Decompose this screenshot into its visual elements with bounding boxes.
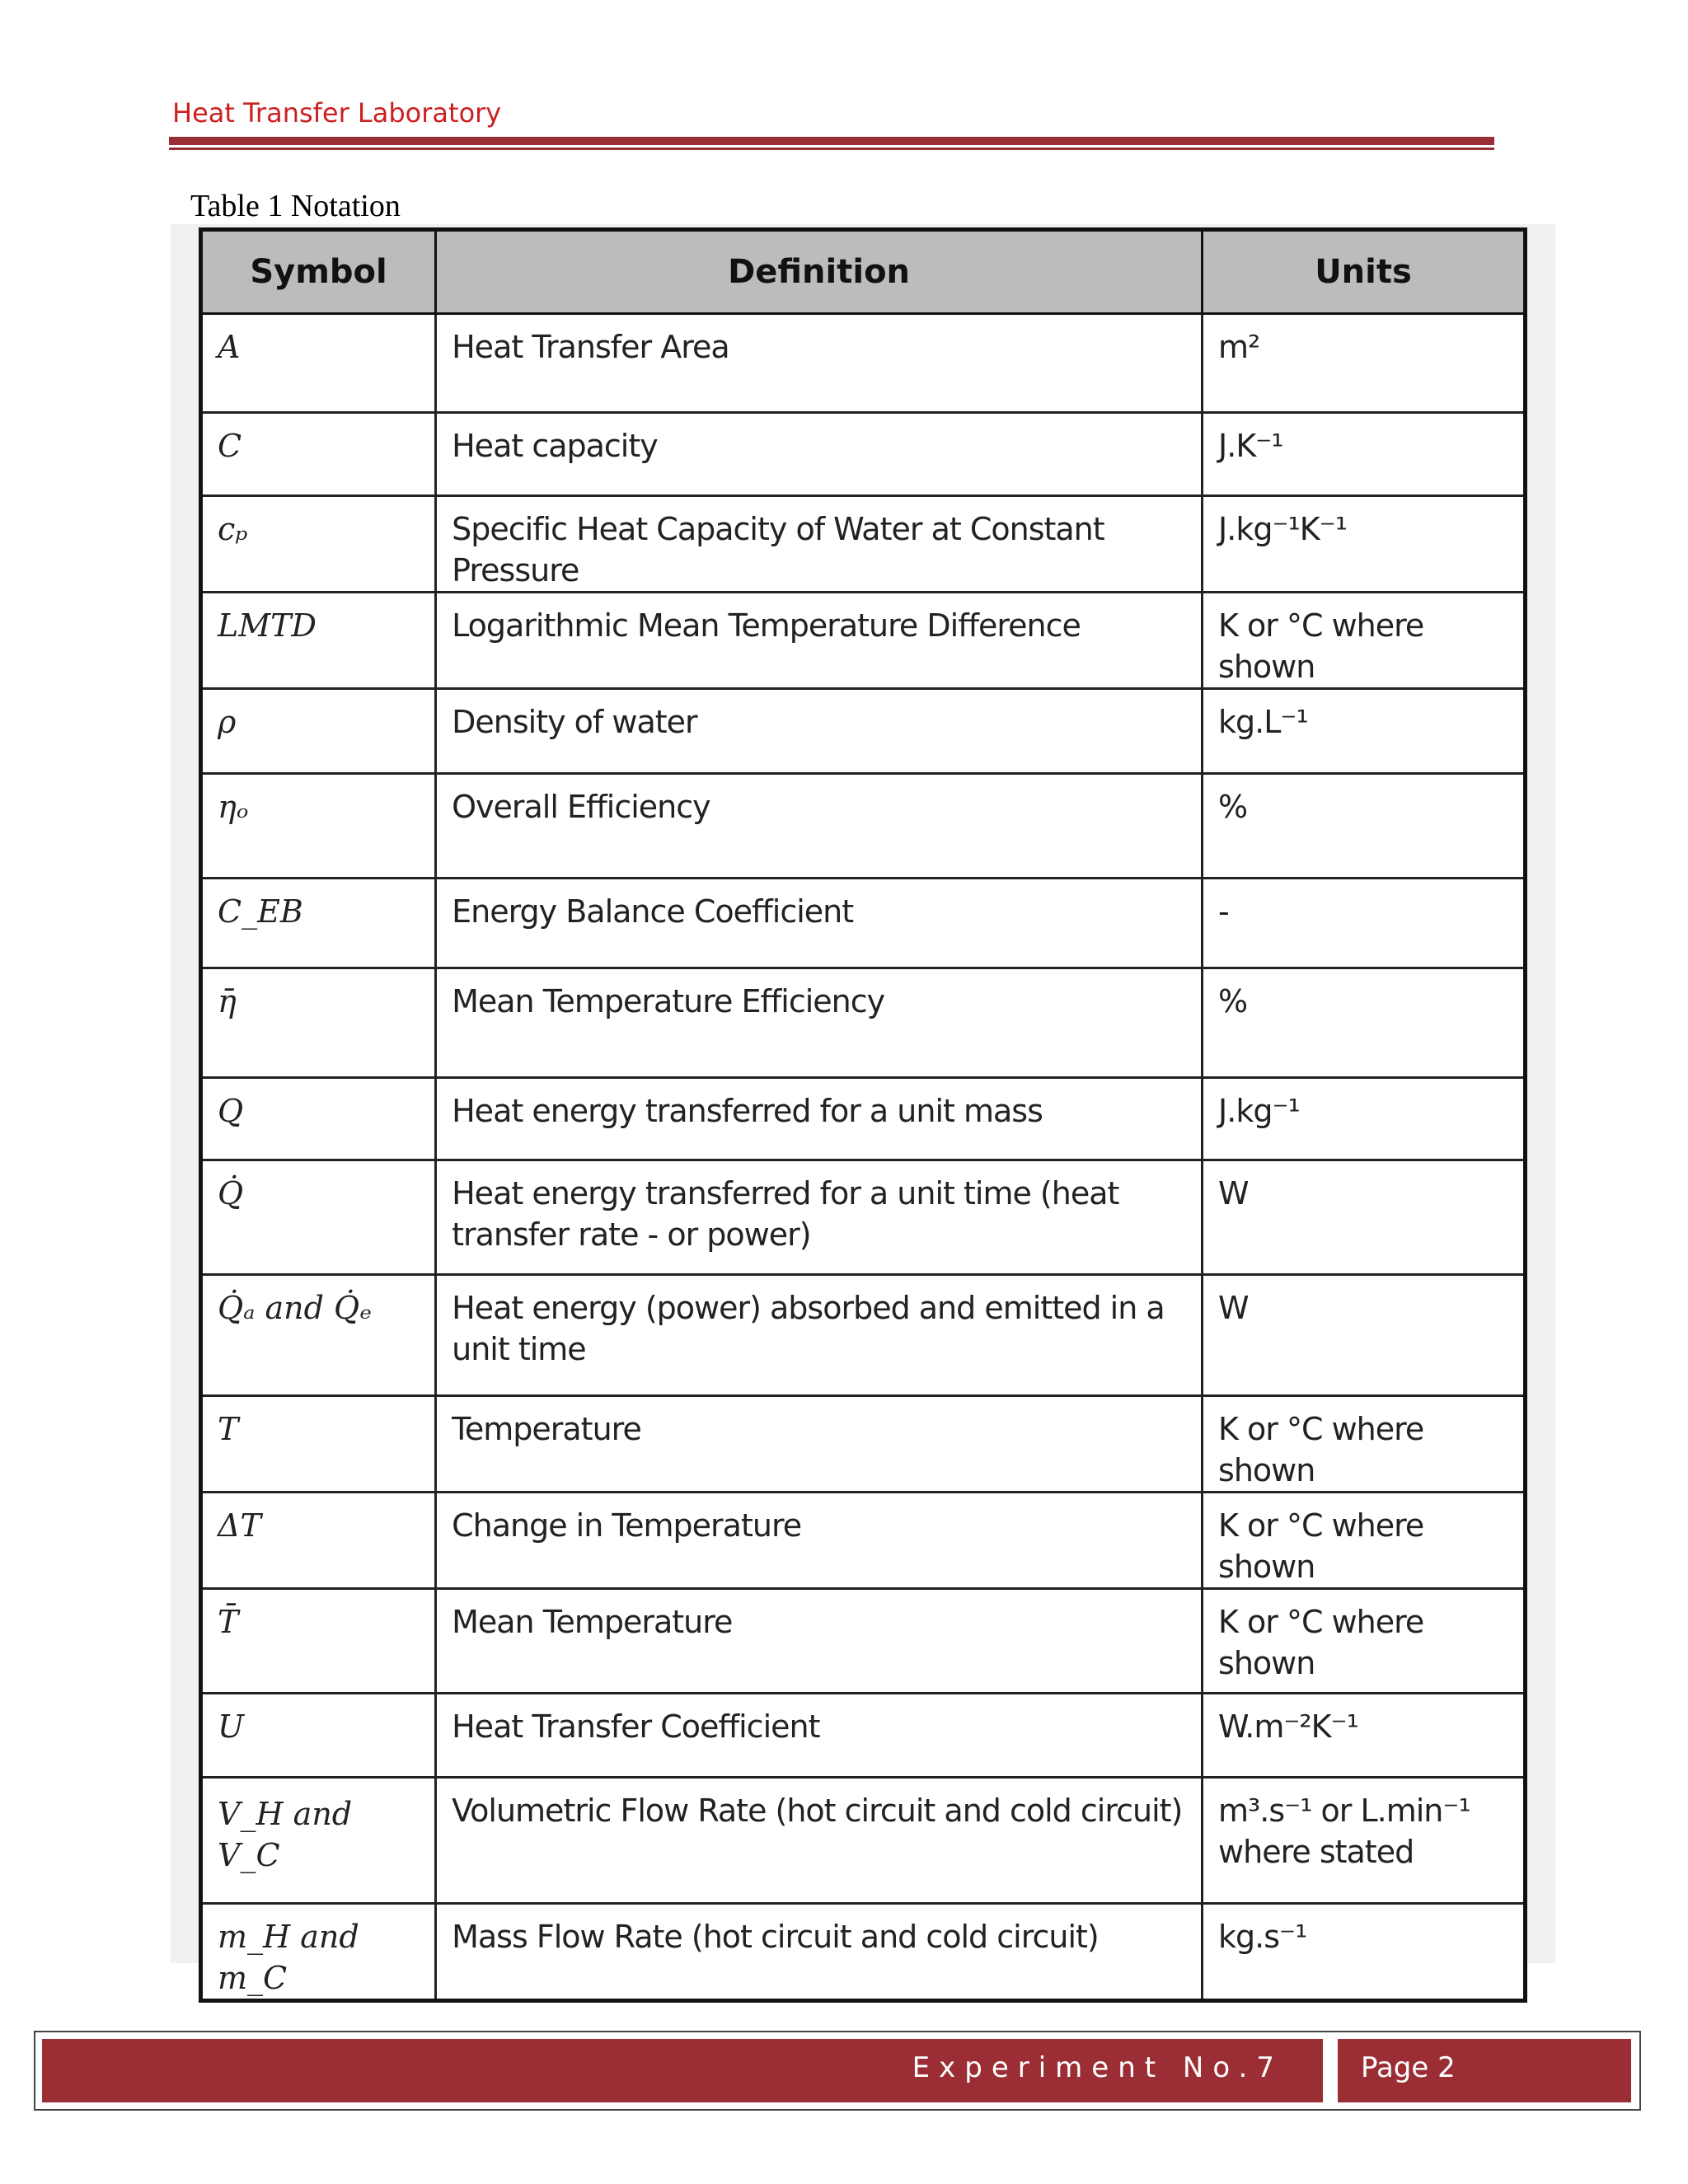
header-title: Heat Transfer Laboratory (172, 97, 502, 129)
definition-cell: Heat energy (power) absorbed and emitted in a unit time (436, 1275, 1203, 1396)
table-row (201, 593, 1526, 689)
symbol-cell: ρ (201, 689, 436, 774)
table-row (201, 1160, 1526, 1275)
unit-cell: m³.s⁻¹ or L.min⁻¹ where stated (1203, 1778, 1526, 1904)
footer-experiment-label: Experiment No.7 (912, 2051, 1283, 2084)
table-row (201, 1694, 1526, 1778)
table-caption: Table 1 Notation (190, 189, 401, 223)
column-header-symbol: Symbol (201, 230, 436, 314)
table-row (201, 413, 1526, 496)
footer-experiment-bar (42, 2039, 1323, 2102)
symbol-cell: η̄ (201, 968, 436, 1078)
table-header-row (201, 230, 1526, 314)
table-row (201, 314, 1526, 413)
symbol-cell: C (201, 413, 436, 496)
symbol-cell: Q (201, 1078, 436, 1160)
table-row (201, 968, 1526, 1078)
notation-table (199, 227, 1527, 2003)
symbol-cell: V_H and V_C (201, 1778, 436, 1904)
header-rule-thin (169, 148, 1494, 150)
definition-cell: Logarithmic Mean Temperature Difference (436, 593, 1203, 689)
symbol-cell: Q̇ (201, 1160, 436, 1275)
definition-cell: Heat capacity (436, 413, 1203, 496)
unit-cell: kg.L⁻¹ (1203, 689, 1526, 774)
definition-cell: Heat energy transferred for a unit time (heat transfer rate - or power) (436, 1160, 1203, 1275)
unit-cell: J.kg⁻¹ (1203, 1078, 1526, 1160)
header-rule (169, 137, 1494, 145)
table-row (201, 1078, 1526, 1160)
unit-cell: % (1203, 774, 1526, 879)
page-number: Page 2 (1361, 2051, 1456, 2084)
unit-cell: J.K⁻¹ (1203, 413, 1526, 496)
column-header-units: Units (1203, 230, 1526, 314)
unit-cell: J.kg⁻¹K⁻¹ (1203, 496, 1526, 593)
unit-cell: K or °C where shown (1203, 593, 1526, 689)
page-footer (34, 2031, 1641, 2111)
symbol-cell: T (201, 1396, 436, 1493)
definition-cell: Temperature (436, 1396, 1203, 1493)
table-figure (171, 224, 1555, 1996)
table-row (201, 1493, 1526, 1589)
unit-cell: kg.s⁻¹ (1203, 1904, 1526, 2001)
symbol-cell: LMTD (201, 593, 436, 689)
unit-cell: W (1203, 1275, 1526, 1396)
symbol-cell: cₚ (201, 496, 436, 593)
table-row (201, 496, 1526, 593)
symbol-cell: C_EB (201, 879, 436, 968)
table-row (201, 774, 1526, 879)
symbol-cell: A (201, 314, 436, 413)
symbol-cell: ΔT (201, 1493, 436, 1589)
definition-cell: Density of water (436, 689, 1203, 774)
definition-cell: Change in Temperature (436, 1493, 1203, 1589)
table-row (201, 1589, 1526, 1694)
table-row (201, 1396, 1526, 1493)
table-row (201, 689, 1526, 774)
definition-cell: Specific Heat Capacity of Water at Constant Pressure (436, 496, 1203, 593)
column-header-definition: Definition (436, 230, 1203, 314)
symbol-cell: Q̇ₐ and Q̇ₑ (201, 1275, 436, 1396)
definition-cell: Energy Balance Coefficient (436, 879, 1203, 968)
table-row (201, 1778, 1526, 1904)
symbol-cell: U (201, 1694, 436, 1778)
unit-cell: K or °C where shown (1203, 1493, 1526, 1589)
footer-page-box (1338, 2039, 1631, 2102)
table-row (201, 1904, 1526, 2001)
definition-cell: Mean Temperature (436, 1589, 1203, 1694)
table-row (201, 1275, 1526, 1396)
definition-cell: Heat energy transferred for a unit mass (436, 1078, 1203, 1160)
unit-cell: K or °C where shown (1203, 1589, 1526, 1694)
definition-cell: Mass Flow Rate (hot circuit and cold circuit) (436, 1904, 1203, 2001)
definition-cell: Overall Efficiency (436, 774, 1203, 879)
definition-cell: Heat Transfer Area (436, 314, 1203, 413)
unit-cell: W.m⁻²K⁻¹ (1203, 1694, 1526, 1778)
unit-cell: K or °C where shown (1203, 1396, 1526, 1493)
definition-cell: Heat Transfer Coefficient (436, 1694, 1203, 1778)
symbol-cell: T̄ (201, 1589, 436, 1694)
symbol-cell: m_H and m_C (201, 1904, 436, 2001)
symbol-cell: ηₒ (201, 774, 436, 879)
unit-cell: W (1203, 1160, 1526, 1275)
unit-cell: % (1203, 968, 1526, 1078)
table-row (201, 879, 1526, 968)
unit-cell: - (1203, 879, 1526, 968)
definition-cell: Volumetric Flow Rate (hot circuit and cold circuit) (436, 1778, 1203, 1904)
definition-cell: Mean Temperature Efficiency (436, 968, 1203, 1078)
unit-cell: m² (1203, 314, 1526, 413)
